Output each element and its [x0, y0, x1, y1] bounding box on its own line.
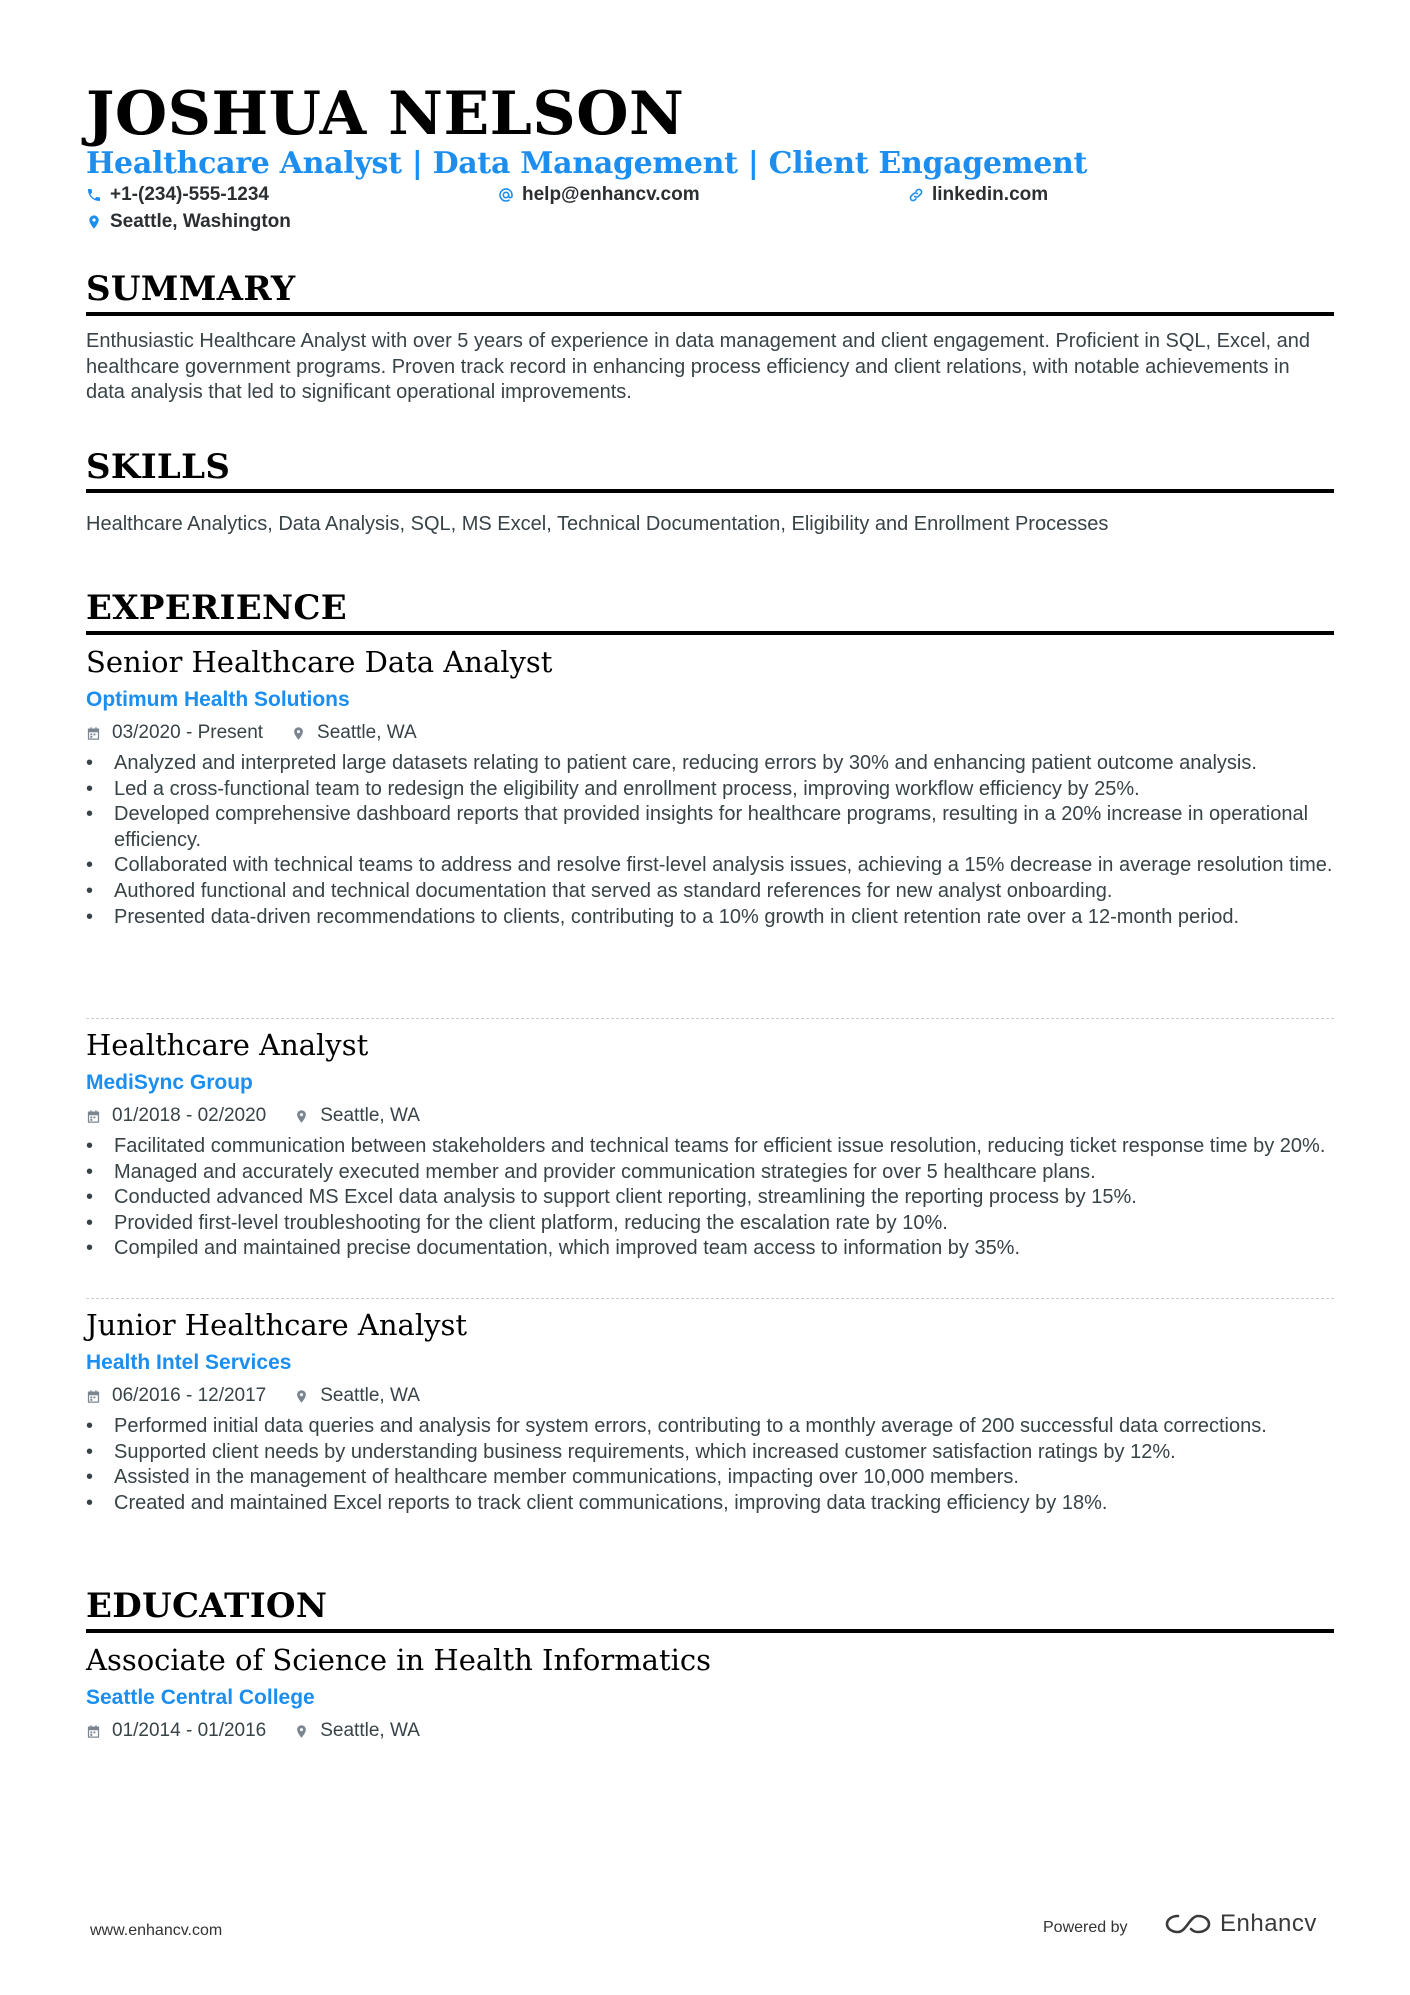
enhancv-logo[interactable] [1164, 1910, 1317, 1938]
job-bullets [86, 751, 1334, 930]
job-role: Junior Healthcare Analyst [86, 1308, 468, 1342]
list-item: • Developed comprehensive dashboard reports that provided insights for healthcare programs, resulting in a 20% increase in operational efficiency. [86, 802, 1334, 853]
list-item: • Collaborated with technical teams to address and resolve first-level analysis issues, achieving a 15% decrease in average resolution time. [86, 853, 1334, 879]
phone-contact[interactable] [86, 184, 269, 206]
skills-divider [86, 489, 1334, 493]
linkedin-contact[interactable] [908, 184, 1048, 206]
job-bullets [86, 1134, 1334, 1262]
location-pin-icon [86, 214, 102, 230]
location-contact [86, 211, 291, 233]
job-location-text: Seattle, WA [320, 1105, 420, 1126]
education-meta [86, 1720, 420, 1742]
calendar-icon [86, 1389, 101, 1404]
footer-url[interactable]: www.enhancv.com [90, 1922, 223, 1939]
calendar-icon [86, 1109, 101, 1124]
list-item: • Facilitated communication between stakeholders and technical teams for efficient issue resolution, reducing ticket response time by 20%. [86, 1134, 1334, 1160]
education-location-text: Seattle, WA [320, 1720, 420, 1741]
brand-name: Enhancv [1220, 1910, 1317, 1937]
skills-heading: SKILLS [86, 447, 231, 487]
location-text: Seattle, Washington [110, 211, 291, 232]
email-text: help@enhancv.com [522, 184, 700, 205]
candidate-name: JOSHUA NELSON [86, 79, 685, 149]
list-item: • Assisted in the management of healthcare member communications, impacting over 10,000 members. [86, 1465, 1334, 1491]
phone-text: +1-(234)-555-1234 [110, 184, 269, 205]
link-icon [908, 187, 924, 203]
job-location [294, 1105, 420, 1127]
list-item: • Presented data-driven recommendations to clients, contributing to a 10% growth in client retention rate over a 12-month period. [86, 905, 1334, 931]
job-role: Senior Healthcare Data Analyst [86, 645, 553, 679]
infinity-logo-icon [1164, 1911, 1212, 1937]
job-bullets [86, 1414, 1334, 1516]
job-company: Optimum Health Solutions [86, 688, 350, 711]
list-item: • Performed initial data queries and analysis for system errors, contributing to a monthly average of 200 successful data corrections. [86, 1414, 1334, 1440]
job-separator [86, 1018, 1334, 1019]
job-company: Health Intel Services [86, 1351, 292, 1374]
job-meta [86, 1385, 420, 1407]
email-contact[interactable] [498, 184, 700, 206]
at-icon [498, 187, 514, 203]
list-item: • Conducted advanced MS Excel data analysis to support client reporting, streamlining the reporting process by 15%. [86, 1185, 1334, 1211]
location-pin-icon [294, 1109, 309, 1124]
list-item: • Led a cross-functional team to redesign the eligibility and enrollment process, improving workflow efficiency by 25%. [86, 777, 1334, 803]
job-company: MediSync Group [86, 1071, 253, 1094]
list-item: • Created and maintained Excel reports to track client communications, improving data tracking efficiency by 18%. [86, 1491, 1334, 1517]
job-dates: 01/2018 - 02/2020 [112, 1105, 267, 1126]
location-pin-icon [294, 1389, 309, 1404]
location-pin-icon [291, 726, 306, 741]
job-location-text: Seattle, WA [317, 722, 417, 743]
powered-by-label: Powered by [1043, 1919, 1128, 1936]
calendar-icon [86, 1724, 101, 1739]
list-item: • Provided first-level troubleshooting for the client platform, reducing the escalation rate by 10%. [86, 1211, 1334, 1237]
job-meta [86, 1105, 420, 1127]
education-location [294, 1720, 420, 1742]
linkedin-text: linkedin.com [932, 184, 1049, 205]
job-meta [86, 722, 417, 744]
education-divider [86, 1629, 1334, 1633]
job-role: Healthcare Analyst [86, 1028, 369, 1062]
experience-heading: EXPERIENCE [86, 588, 347, 628]
summary-text: Enthusiastic Healthcare Analyst with over 5 years of experience in data management and client engagement. Proficient in SQL, Excel, and healthcare government programs. Proven track record in enhancing process efficiency and client relations, with notable achievements in data analysis that led to significant operational improvements. [86, 330, 1311, 404]
list-item: • Supported client needs by understanding business requirements, which increased customer satisfaction ratings by 12%. [86, 1440, 1334, 1466]
list-item: • Managed and accurately executed member and provider communication strategies for over 5 healthcare plans. [86, 1160, 1334, 1186]
education-dates: 01/2014 - 01/2016 [112, 1720, 267, 1741]
resume-page [86, 0, 1334, 1995]
job-separator [86, 1298, 1334, 1299]
education-heading: EDUCATION [86, 1586, 328, 1626]
job-location [291, 722, 417, 744]
job-location [294, 1385, 420, 1407]
summary-heading: SUMMARY [86, 269, 296, 309]
job-location-text: Seattle, WA [320, 1385, 420, 1406]
candidate-title: Healthcare Analyst | Data Management | Client Engagement [86, 146, 1088, 181]
job-dates: 06/2016 - 12/2017 [112, 1385, 267, 1406]
education-degree: Associate of Science in Health Informatics [86, 1643, 712, 1677]
job-dates: 03/2020 - Present [112, 722, 264, 743]
calendar-icon [86, 726, 101, 741]
experience-divider [86, 631, 1334, 635]
skills-text: Healthcare Analytics, Data Analysis, SQL, MS Excel, Technical Documentation, Eligibility and Enrollment Processes [86, 513, 1109, 535]
summary-divider [86, 312, 1334, 316]
list-item: • Authored functional and technical documentation that served as standard references for new analyst onboarding. [86, 879, 1334, 905]
education-school: Seattle Central College [86, 1686, 315, 1709]
list-item: • Analyzed and interpreted large datasets relating to patient care, reducing errors by 30% and enhancing patient outcome analysis. [86, 751, 1334, 777]
location-pin-icon [294, 1724, 309, 1739]
list-item: • Compiled and maintained precise documentation, which improved team access to information by 35%. [86, 1236, 1334, 1262]
phone-icon [86, 187, 102, 203]
